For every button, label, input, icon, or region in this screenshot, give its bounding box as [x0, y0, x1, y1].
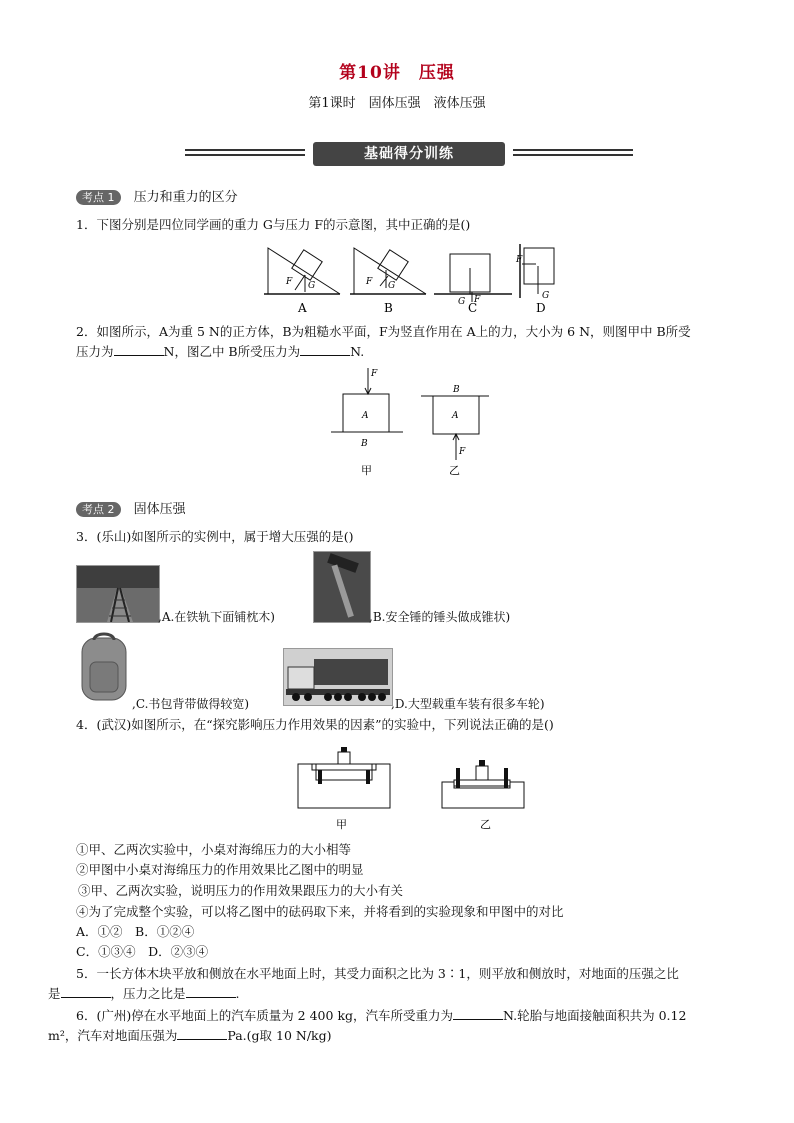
question-4: 4．(武汉)如图所示，在“探究影响压力作用效果的因素”的实验中，下列说法正确的是()	[76, 717, 554, 732]
q1-label-c: C	[468, 301, 478, 315]
svg-text:G: G	[388, 281, 396, 291]
section-heading-2	[76, 498, 186, 517]
answer-blank[interactable]	[186, 985, 236, 998]
q2-text-b: N，图乙中 B所受压力为	[163, 344, 301, 359]
q2-text-c: N.	[350, 344, 365, 359]
q4-statement-4: ④为了完成整个实验，可以将乙图中的砝码取下来，并将看到的实验现象和甲图中的对比	[76, 904, 564, 919]
section-title: 固体压强	[133, 502, 186, 517]
svg-text:F: F	[516, 255, 523, 265]
q2-label-jia: 甲	[361, 464, 372, 477]
banner-line-left	[185, 149, 305, 151]
question-2	[76, 322, 756, 362]
answer-blank[interactable]	[300, 343, 350, 356]
q1-diagram-c	[434, 254, 512, 315]
banner-line-left-2	[185, 154, 305, 156]
svg-text:G: G	[308, 281, 316, 291]
q2-label-a2: A	[452, 411, 459, 421]
svg-text:F: F	[366, 277, 373, 287]
q2-label-b2: B	[453, 385, 460, 395]
q5-text-b: ，压力之比是	[110, 986, 186, 1001]
svg-text:G: G	[458, 297, 466, 307]
svg-text:G: G	[542, 291, 550, 301]
section-tag: 考点 2	[76, 502, 121, 517]
railway-photo	[76, 565, 160, 623]
q2-line-1: 2．如图所示，A为重 5 N的正方体，B为粗糙水平面，F为竖直作用在 A上的力，大小为 6 N，则图甲中 B所受	[76, 324, 691, 339]
q1-figure	[262, 240, 562, 320]
q3-option-b: ,B.安全锤的锤头做成锥状)	[369, 610, 511, 624]
q1-label-a: A	[298, 301, 307, 315]
banner-line-right-2	[513, 154, 633, 156]
q2-label-f: F	[371, 369, 378, 379]
q4-statement-1: ①甲、乙两次实验中，小桌对海绵压力的大小相等	[76, 842, 352, 857]
svg-text:F: F	[474, 295, 481, 305]
section-heading-1	[76, 186, 238, 205]
q5-line-1: 5．一长方体木块平放和侧放在水平地面上时，其受力面积之比为 3∶1，则平放和侧放时，对地面的压强之比	[76, 966, 679, 981]
banner-title: 基础得分训练	[313, 142, 505, 166]
banner-line-right	[513, 149, 633, 151]
q2-label-b: B	[361, 439, 368, 449]
section-title: 压力和重力的区分	[133, 190, 238, 205]
q2-label-a: A	[362, 411, 369, 421]
q1-diagram-b	[350, 248, 426, 315]
q5-text-a: 是	[48, 986, 61, 1001]
q5-text-c: .	[235, 986, 240, 1001]
question-3: 3．(乐山)如图所示的实例中，属于增大压强的是()	[76, 529, 354, 544]
q6-text-a: 6．(广州)停在水平地面上的汽车质量为 2 400 kg，汽车所受重力为	[76, 1008, 454, 1023]
q6-line-1	[76, 1006, 766, 1026]
backpack-photo	[76, 632, 132, 704]
safety-hammer-photo	[313, 551, 371, 623]
page-title: 第10讲 压强	[339, 63, 455, 83]
section-banner	[185, 140, 633, 170]
question-1: 1．下图分别是四位同学画的重力 G与压力 F的示意图，其中正确的是()	[76, 217, 471, 232]
q3-option-d: ,D.大型载重车装有很多车轮)	[391, 697, 545, 711]
svg-text:F: F	[286, 277, 293, 287]
section-tag: 考点 1	[76, 190, 121, 205]
q6-line-2	[48, 1026, 766, 1046]
q4-label-jia: 甲	[336, 818, 347, 831]
q6-text-b: N.轮胎与地面接触面积共为 0.12	[503, 1008, 687, 1023]
q1-label-d: D	[536, 301, 546, 315]
q2-text-a: 压力为	[76, 344, 114, 359]
q1-diagram-d	[515, 244, 554, 315]
q2-label-f2: F	[459, 447, 466, 457]
answer-blank[interactable]	[61, 985, 111, 998]
page-subtitle: 第1课时 固体压强 液体压强	[308, 96, 486, 111]
q1-label-b: B	[384, 301, 393, 315]
q5-line-2	[48, 984, 756, 1004]
question-6	[48, 1006, 766, 1046]
q2-figure	[325, 364, 495, 479]
answer-blank[interactable]	[453, 1007, 503, 1020]
question-5	[48, 964, 756, 1004]
q4-choices-2: C．①③④ D．②③④	[76, 944, 209, 959]
truck-photo	[283, 648, 393, 706]
q4-figure	[296, 744, 526, 834]
q4-choices-1: A．①② B．①②④	[76, 924, 195, 939]
q2-label-yi: 乙	[449, 464, 460, 477]
q6-text-d: Pa.(g取 10 N/kg)	[227, 1028, 332, 1043]
answer-blank[interactable]	[177, 1027, 227, 1040]
q3-option-a: ,A.在铁轨下面铺枕木)	[158, 610, 275, 624]
q4-statement-2: ②甲图中小桌对海绵压力的作用效果比乙图中的明显	[76, 862, 364, 877]
answer-blank[interactable]	[114, 343, 164, 356]
q1-diagram-a	[264, 248, 340, 315]
q3-option-c: ,C.书包背带做得较宽)	[132, 697, 250, 711]
q6-text-c: m²，汽车对地面压强为	[48, 1028, 178, 1043]
q4-statement-3: ③甲、乙两次实验，说明压力的作用效果跟压力的大小有关	[78, 883, 404, 898]
q2-line-2	[76, 342, 756, 362]
q4-label-yi: 乙	[480, 818, 491, 831]
